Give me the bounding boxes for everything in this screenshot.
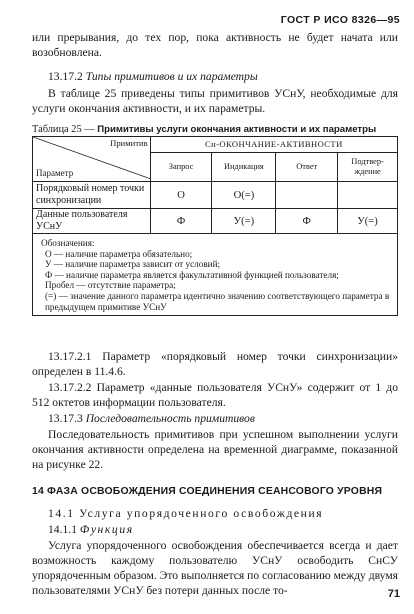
table-cell: У(=): [338, 209, 398, 234]
row-label: Данные пользователя УСнУ: [33, 209, 151, 234]
service-header: Сн-ОКОНЧАНИЕ-АКТИВНОСТИ: [150, 137, 397, 153]
table-corner-cell: [33, 137, 151, 182]
section-number: 13.17.3: [48, 412, 83, 425]
table-row: [33, 209, 398, 234]
paragraph-13-17-2-2: 13.17.2.2 Параметр «данные пользователя УСнУ» содержит от 1 до 512 октетов информации пользователя.: [32, 381, 398, 409]
table-caption-prefix: Таблица 25 —: [32, 124, 95, 135]
table-caption: [32, 122, 376, 137]
chapter-14-heading: 14 ФАЗА ОСВОБОЖДЕНИЯ СОЕДИНЕНИЯ СЕАНСОВОГО УРОВНЯ: [32, 486, 383, 497]
paragraph-13-17-2-1: 13.17.2.1 Параметр «порядковый номер точки синхронизации» определен в 11.4.6.: [32, 350, 398, 378]
section-title: Функция: [79, 523, 134, 536]
column-header-response: Ответ: [276, 153, 338, 182]
section-title: Типы примитивов и их параметры: [85, 70, 258, 83]
corner-label-primitive: Примитив: [110, 138, 148, 148]
section-number: 13.17.2: [48, 70, 83, 83]
section-13-17-2-heading: [32, 69, 398, 84]
table-cell: [338, 182, 398, 209]
table-cell: У(=): [212, 209, 276, 234]
document-header: ГОСТ Р ИСО 8326—95: [280, 14, 400, 26]
table-cell: О: [150, 182, 212, 209]
paragraph-table-intro: В таблице 25 приведены типы примитивов УСнУ, необходимые для услуги окончания активности, и их параметры.: [32, 87, 398, 115]
table-cell: Ф: [150, 209, 212, 234]
column-header-confirmation: Подтверждение: [338, 153, 398, 182]
section-14-1-heading: 14.1 Услуга упорядоченного освобождения: [48, 507, 324, 520]
legend-item: Ф — наличие параметра является факультативной функцией пользователя;: [45, 269, 339, 280]
section-14-1-1-heading: [32, 522, 398, 537]
paragraph-sequence: Последовательность примитивов при успешном выполнении услуги окончания активности определена на временной диаграмме, показанной на рисунке 22.: [32, 428, 398, 471]
table-cell: [276, 182, 338, 209]
page-number: 71: [387, 588, 400, 600]
primitives-table: [32, 136, 398, 316]
row-label: Порядковый номер точки синхронизации: [33, 182, 151, 209]
table-legend: [33, 234, 398, 316]
section-title: Последовательность примитивов: [85, 412, 255, 425]
paragraph-continuation: или прерывания, до тех пор, пока активность не будет начата или возобновлена.: [32, 31, 398, 59]
legend-title: Обозначения:: [41, 238, 95, 248]
legend-item: О — наличие параметра обязательно;: [45, 248, 193, 259]
table-row: [33, 182, 398, 209]
legend-item: (=) — значение данного параметра идентично значению соответствующего параметра в предыдущем примитиве УСнУ: [45, 290, 390, 312]
section-13-17-3-heading: [32, 411, 398, 426]
legend-item: У — наличие параметра зависит от условий;: [45, 259, 221, 270]
column-header-indication: Индикация: [212, 153, 276, 182]
table-caption-title: Примитивы услуги окончания активности и их параметры: [97, 124, 377, 135]
table-cell: Ф: [276, 209, 338, 234]
paragraph-function: Услуга упорядоченного освобождения обеспечивается всегда и дает возможность каждому пользователю УСнУ освободить СнСУ упорядоченным образом. Это выполняется по согласованию между двумя пользователями УСнУ без потери данных после то-: [32, 539, 398, 597]
legend-item: Пробел — отсутствие параметра;: [45, 280, 176, 291]
corner-label-parameter: Параметр: [36, 168, 74, 178]
table-cell: О(=): [212, 182, 276, 209]
column-header-request: Запрос: [150, 153, 212, 182]
section-number: 14.1.1: [48, 523, 77, 536]
